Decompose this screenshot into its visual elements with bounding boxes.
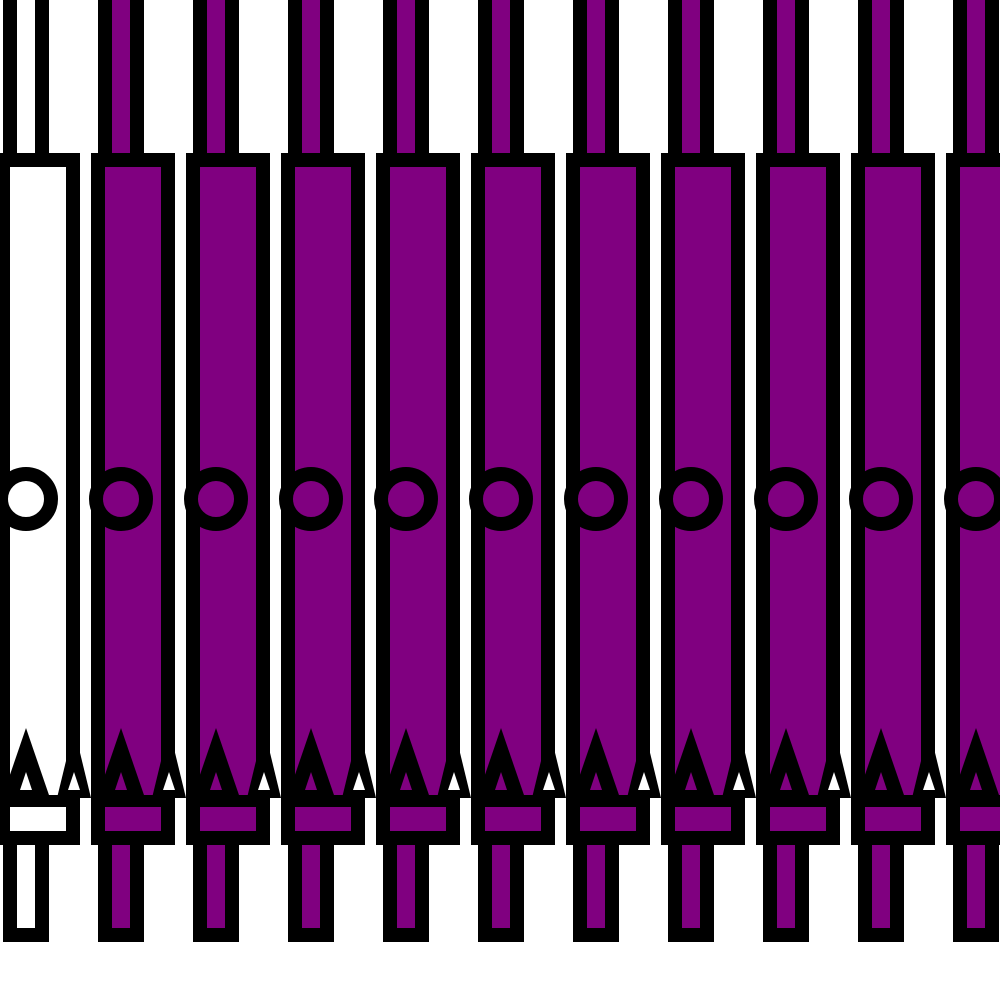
circle-icon	[96, 474, 146, 524]
circle-icon	[951, 474, 1000, 524]
circle-icon	[666, 474, 716, 524]
circle-icon	[191, 474, 241, 524]
circle-icon	[1, 474, 51, 524]
circle-icon	[286, 474, 336, 524]
circle-icon	[571, 474, 621, 524]
circle-icon	[476, 474, 526, 524]
circle-icon	[761, 474, 811, 524]
circle-icon	[856, 474, 906, 524]
circle-icon	[381, 474, 431, 524]
